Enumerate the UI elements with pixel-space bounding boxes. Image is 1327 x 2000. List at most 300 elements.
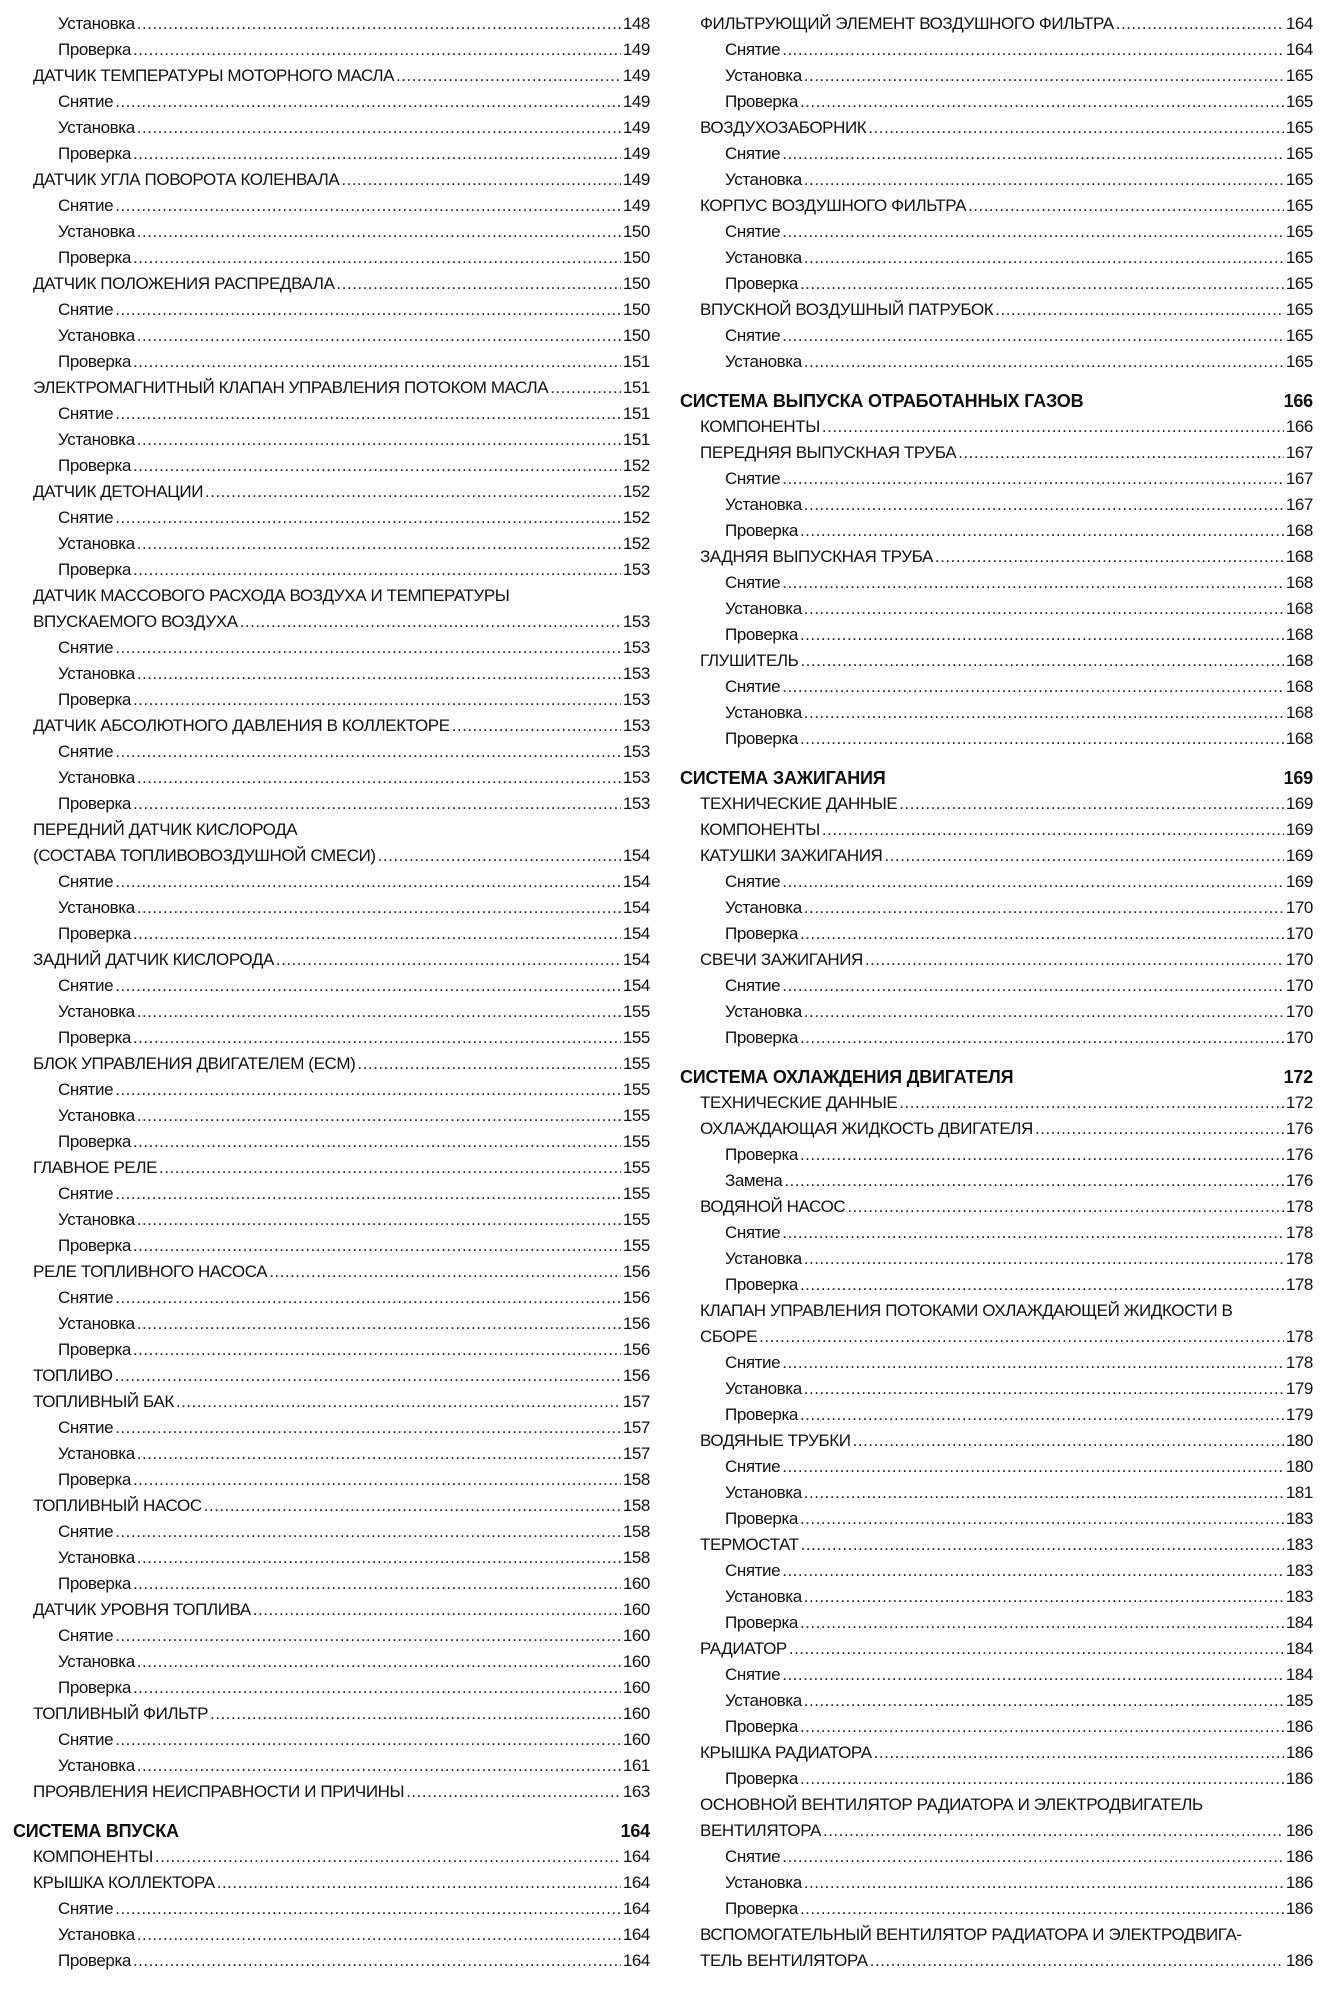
leader-dots: [133, 141, 621, 167]
toc-entry-heading-line: [680, 1298, 1313, 1324]
leader-dots: [133, 349, 621, 375]
page-number: 183: [1285, 1535, 1313, 1554]
entry-title: Проверка: [58, 248, 131, 267]
page-number: 167: [1285, 495, 1313, 514]
page-number: 168: [1285, 547, 1313, 566]
toc-entry-sub: [680, 89, 1313, 115]
page-number: 176: [1285, 1145, 1313, 1164]
entry-title: Проверка: [58, 1236, 131, 1255]
toc-entry-heading: [680, 1090, 1313, 1116]
toc-entry-heading: [680, 947, 1313, 973]
entry-title: ТЕХНИЧЕСКИЕ ДАННЫЕ: [700, 794, 898, 813]
entry-title: Снятие: [725, 326, 781, 345]
toc-entry-heading: [13, 1363, 650, 1389]
entry-title: Установка: [58, 14, 135, 33]
toc-entry-sub: [13, 1753, 650, 1779]
page-number: 184: [1285, 1665, 1313, 1684]
page-number: 176: [1285, 1119, 1313, 1138]
leader-dots: [115, 739, 621, 765]
entry-title: БЛОК УПРАВЛЕНИЯ ДВИГАТЕЛЕМ (ECM): [33, 1054, 356, 1073]
entry-title: КЛАПАН УПРАВЛЕНИЯ ПОТОКАМИ ОХЛАЖДАЮЩЕЙ ЖИДКОСТИ В: [700, 1301, 1233, 1320]
leader-dots: [133, 687, 621, 713]
entry-title: ДАТЧИК УГЛА ПОВОРОТА КОЛЕНВАЛА: [33, 170, 340, 189]
leader-dots: [782, 674, 1284, 700]
toc-entry-sub: [680, 869, 1313, 895]
leader-dots: [176, 1389, 621, 1415]
toc-entry-sub: [680, 1402, 1313, 1428]
page-number: 178: [1285, 1353, 1313, 1372]
entry-title: Снятие: [58, 1080, 114, 1099]
toc-entry-heading: [680, 1740, 1313, 1766]
leader-dots: [823, 1818, 1284, 1844]
leader-dots: [804, 245, 1284, 271]
page-number: 153: [622, 742, 650, 761]
page-number: 155: [622, 1132, 650, 1151]
page-number: 168: [1285, 625, 1313, 644]
leader-dots: [804, 1376, 1284, 1402]
leader-dots: [137, 115, 621, 141]
page-number: 185: [1285, 1691, 1313, 1710]
leader-dots: [968, 193, 1284, 219]
leader-dots: [133, 1467, 621, 1493]
entry-title: Проверка: [725, 1145, 798, 1164]
entry-title: Проверка: [58, 1028, 131, 1047]
page-number: 152: [622, 482, 650, 501]
leader-dots: [865, 947, 1284, 973]
toc-entry-heading: [680, 544, 1313, 570]
toc-entry-heading-line: [13, 583, 650, 609]
page-number: 172: [1285, 1093, 1313, 1112]
leader-dots: [155, 1844, 621, 1870]
page-number: 150: [622, 300, 650, 319]
leader-dots: [804, 895, 1284, 921]
page-number: 160: [622, 1600, 650, 1619]
page-number: 149: [622, 40, 650, 59]
entry-title: ДАТЧИК АБСОЛЮТНОГО ДАВЛЕНИЯ В КОЛЛЕКТОРЕ: [33, 716, 450, 735]
entry-title: Снятие: [725, 1223, 781, 1242]
toc-entry-sub: [13, 895, 650, 921]
leader-dots: [137, 11, 621, 37]
page-number: 183: [1285, 1509, 1313, 1528]
leader-dots: [782, 466, 1284, 492]
toc-column-right: [680, 11, 1313, 1974]
page-number: 150: [622, 248, 650, 267]
page-number: 161: [622, 1756, 650, 1775]
toc-entry-sub: [680, 1714, 1313, 1740]
entry-title: Проверка: [725, 1028, 798, 1047]
leader-dots: [137, 531, 621, 557]
toc-entry-sub: [13, 1896, 650, 1922]
page-number: 151: [622, 430, 650, 449]
toc-entry-sub: [13, 765, 650, 791]
entry-title: Снятие: [725, 1847, 781, 1866]
leader-dots: [804, 492, 1284, 518]
page-number: 165: [1285, 222, 1313, 241]
page-number: 180: [1285, 1457, 1313, 1476]
leader-dots: [1035, 1116, 1284, 1142]
leader-dots: [782, 1454, 1284, 1480]
page-number: 164: [622, 1847, 650, 1866]
toc-entry-heading: [680, 193, 1313, 219]
page-number: 152: [622, 534, 650, 553]
leader-dots: [801, 1532, 1284, 1558]
leader-dots: [782, 141, 1284, 167]
entry-title: (СОСТАВА ТОПЛИВОВОЗДУШНОЙ СМЕСИ): [33, 846, 376, 865]
toc-entry-heading: [13, 1701, 650, 1727]
leader-dots: [782, 1844, 1284, 1870]
leader-dots: [115, 1519, 621, 1545]
toc-entry-sub: [680, 1246, 1313, 1272]
page-number: 149: [622, 118, 650, 137]
page-number: 170: [1285, 1002, 1313, 1021]
leader-dots: [115, 193, 621, 219]
entry-title: Установка: [58, 118, 135, 137]
entry-title: Снятие: [725, 976, 781, 995]
toc-entry-sub: [680, 999, 1313, 1025]
entry-title: КОМПОНЕНТЫ: [33, 1847, 153, 1866]
entry-title: ТОПЛИВНЫЙ НАСОС: [33, 1496, 202, 1515]
leader-dots: [378, 843, 621, 869]
leader-dots: [137, 427, 621, 453]
entry-title: ВСПОМОГАТЕЛЬНЫЙ ВЕНТИЛЯТОР РАДИАТОРА И ЭЛЕКТРОДВИГА-: [700, 1925, 1242, 1944]
page-number: 153: [622, 768, 650, 787]
entry-title: ДАТЧИК ПОЛОЖЕНИЯ РАСПРЕДВАЛА: [33, 274, 335, 293]
page-number: 172: [1283, 1067, 1313, 1087]
entry-title: ДАТЧИК ДЕТОНАЦИИ: [33, 482, 204, 501]
entry-title: Снятие: [58, 872, 114, 891]
entry-title: Установка: [58, 326, 135, 345]
page-number: 148: [622, 14, 650, 33]
toc-entry-sub: [13, 791, 650, 817]
leader-dots: [800, 1766, 1284, 1792]
leader-dots: [115, 1896, 621, 1922]
page-number: 154: [622, 950, 650, 969]
toc-entry-heading: [13, 1389, 650, 1415]
entry-title: Проверка: [725, 924, 798, 943]
leader-dots: [137, 1545, 621, 1571]
entry-title: Снятие: [58, 742, 114, 761]
leader-dots: [782, 1350, 1284, 1376]
toc-entry-sub: [13, 1571, 650, 1597]
leader-dots: [137, 1311, 621, 1337]
leader-dots: [550, 375, 621, 401]
entry-title: Установка: [725, 1249, 802, 1268]
toc-entry-sub: [13, 1519, 650, 1545]
leader-dots: [253, 1597, 621, 1623]
toc-entry-sub: [13, 1207, 650, 1233]
entry-title: ДАТЧИК МАССОВОГО РАСХОДА ВОЗДУХА И ТЕМПЕРАТУРЫ: [33, 586, 510, 605]
leader-dots: [822, 414, 1284, 440]
page-number: 169: [1285, 846, 1313, 865]
entry-title: Проверка: [58, 1678, 131, 1697]
page-number: 179: [1285, 1379, 1313, 1398]
page-number: 165: [1285, 352, 1313, 371]
leader-dots: [115, 401, 621, 427]
page-number: 168: [1285, 677, 1313, 696]
page-number: 168: [1285, 521, 1313, 540]
entry-title: Снятие: [58, 1730, 114, 1749]
entry-title: Снятие: [725, 144, 781, 163]
toc-entry-sub: [13, 453, 650, 479]
entry-title: Установка: [58, 768, 135, 787]
page-number: 155: [622, 1210, 650, 1229]
page-number: 151: [622, 352, 650, 371]
toc-entry-heading-line: [13, 817, 650, 843]
toc-entry-sub: [13, 1545, 650, 1571]
toc-entry-sub: [680, 1584, 1313, 1610]
leader-dots: [137, 999, 621, 1025]
page-number: 156: [622, 1340, 650, 1359]
toc-entry-sub: [13, 869, 650, 895]
page-number: 157: [622, 1392, 650, 1411]
toc-entry-sub: [680, 622, 1313, 648]
page-number: 164: [622, 1899, 650, 1918]
leader-dots: [205, 479, 621, 505]
leader-dots: [115, 1077, 621, 1103]
entry-title: ТЕЛЬ ВЕНТИЛЯТОРА: [700, 1951, 868, 1970]
entry-title: Снятие: [58, 1626, 114, 1645]
page-number: 160: [622, 1626, 650, 1645]
toc-entry-heading: [13, 63, 650, 89]
leader-dots: [804, 1870, 1284, 1896]
entry-title: Установка: [725, 1691, 802, 1710]
toc-entry-sub: [13, 635, 650, 661]
page-number: 158: [622, 1496, 650, 1515]
entry-title: Установка: [725, 703, 802, 722]
toc-entry-sub: [680, 570, 1313, 596]
toc-entry-heading: [680, 1116, 1313, 1142]
entry-title: Установка: [725, 1587, 802, 1606]
leader-dots: [874, 1740, 1284, 1766]
page-number: 184: [1285, 1639, 1313, 1658]
entry-title: КОРПУС ВОЗДУШНОГО ФИЛЬТРА: [700, 196, 967, 215]
entry-title: ГЛАВНОЕ РЕЛЕ: [33, 1158, 158, 1177]
leader-dots: [804, 700, 1284, 726]
page-number: 180: [1285, 1431, 1313, 1450]
toc-entry-sub: [680, 466, 1313, 492]
toc-column-left: [13, 11, 650, 1974]
page-number: 186: [1285, 1821, 1313, 1840]
entry-title: Снятие: [58, 638, 114, 657]
leader-dots: [115, 635, 621, 661]
leader-dots: [995, 297, 1284, 323]
entry-title: Проверка: [58, 1951, 131, 1970]
section-heading: [680, 388, 1313, 414]
leader-dots: [115, 505, 621, 531]
page-number: 168: [1285, 573, 1313, 592]
toc-entry-heading: [13, 947, 650, 973]
toc-entry-heading: [680, 297, 1313, 323]
toc-entry-sub: [13, 973, 650, 999]
section-heading: [680, 1064, 1313, 1090]
page-number: 178: [1285, 1327, 1313, 1346]
leader-dots: [782, 323, 1284, 349]
leader-dots: [800, 648, 1283, 674]
page-number: 178: [1285, 1249, 1313, 1268]
leader-dots: [210, 1701, 621, 1727]
page-number: 181: [1285, 1483, 1313, 1502]
leader-dots: [804, 1688, 1284, 1714]
toc-entry-heading: [13, 375, 650, 401]
toc-entry-sub: [13, 1467, 650, 1493]
entry-title: РАДИАТОР: [700, 1639, 787, 1658]
leader-dots: [133, 791, 621, 817]
page-number: 184: [1285, 1613, 1313, 1632]
leader-dots: [800, 89, 1284, 115]
leader-dots: [800, 1025, 1284, 1051]
page-number: 170: [1285, 1028, 1313, 1047]
leader-dots: [137, 1649, 621, 1675]
leader-dots: [804, 1480, 1284, 1506]
entry-title: Проверка: [58, 1470, 131, 1489]
page-number: 167: [1285, 443, 1313, 462]
toc-entry-sub: [13, 1948, 650, 1974]
toc-entry-sub: [680, 1454, 1313, 1480]
toc-entry-sub: [13, 219, 650, 245]
leader-dots: [782, 973, 1284, 999]
page-number: 186: [1285, 1873, 1313, 1892]
leader-dots: [204, 1493, 621, 1519]
entry-title: Установка: [58, 1106, 135, 1125]
entry-title: ОСНОВНОЙ ВЕНТИЛЯТОР РАДИАТОРА И ЭЛЕКТРОДВИГАТЕЛЬ: [700, 1795, 1203, 1814]
page-number: 152: [622, 508, 650, 527]
entry-title: Снятие: [725, 872, 781, 891]
leader-dots: [782, 1558, 1284, 1584]
page-number: 150: [622, 274, 650, 293]
page-number: 186: [1285, 1717, 1313, 1736]
toc-entry-sub: [13, 323, 650, 349]
page-number: 170: [1285, 950, 1313, 969]
toc-entry-sub: [680, 700, 1313, 726]
entry-title: Установка: [725, 1483, 802, 1502]
page-number: 149: [622, 144, 650, 163]
leader-dots: [115, 1363, 621, 1389]
toc-entry-sub: [13, 1415, 650, 1441]
section-title: СИСТЕМА ЗАЖИГАНИЯ: [680, 768, 886, 788]
page-number: 154: [622, 872, 650, 891]
leader-dots: [269, 1259, 621, 1285]
page-number: 170: [1285, 924, 1313, 943]
toc-entry-sub: [13, 11, 650, 37]
leader-dots: [800, 1506, 1284, 1532]
toc-entry-sub: [680, 1662, 1313, 1688]
page-number: 149: [622, 92, 650, 111]
toc-entry-sub: [680, 1350, 1313, 1376]
page-number: 155: [622, 1106, 650, 1125]
entry-title: ТЕХНИЧЕСКИЕ ДАННЫЕ: [700, 1093, 898, 1112]
toc-entry-sub: [680, 492, 1313, 518]
leader-dots: [133, 1337, 621, 1363]
leader-dots: [782, 1662, 1284, 1688]
leader-dots: [800, 518, 1284, 544]
page-number: 168: [1285, 703, 1313, 722]
toc-entry-sub: [13, 661, 650, 687]
page-number: 178: [1285, 1197, 1313, 1216]
entry-title: Проверка: [725, 729, 798, 748]
toc-entry-sub: [680, 1870, 1313, 1896]
page-number: 164: [622, 1951, 650, 1970]
page-number: 169: [1285, 794, 1313, 813]
leader-dots: [115, 1415, 621, 1441]
toc-entry-heading: [680, 1948, 1313, 1974]
leader-dots: [137, 1207, 621, 1233]
page-number: 186: [1285, 1847, 1313, 1866]
leader-dots: [137, 895, 621, 921]
leader-dots: [133, 1675, 621, 1701]
page-number: 160: [622, 1574, 650, 1593]
toc-entry-sub: [680, 1766, 1313, 1792]
leader-dots: [240, 609, 621, 635]
toc-entry-sub: [13, 1181, 650, 1207]
leader-dots: [137, 1922, 621, 1948]
leader-dots: [115, 1181, 621, 1207]
page-number: 169: [1285, 872, 1313, 891]
entry-title: Снятие: [58, 300, 114, 319]
entry-title: Проверка: [58, 1574, 131, 1593]
entry-title: Установка: [58, 1210, 135, 1229]
entry-title: ЭЛЕКТРОМАГНИТНЫЙ КЛАПАН УПРАВЛЕНИЯ ПОТОКОМ МАСЛА: [33, 378, 549, 397]
toc-entry-sub: [13, 401, 650, 427]
entry-title: КРЫШКА КОЛЛЕКТОРА: [33, 1873, 215, 1892]
toc-entry-sub: [680, 323, 1313, 349]
leader-dots: [137, 323, 621, 349]
page-number: 186: [1285, 1743, 1313, 1762]
entry-title: КОМПОНЕНТЫ: [700, 820, 820, 839]
toc-entry-sub: [13, 1922, 650, 1948]
entry-title: Проверка: [725, 1613, 798, 1632]
entry-title: РЕЛЕ ТОПЛИВНОГО НАСОСА: [33, 1262, 268, 1281]
leader-dots: [357, 1051, 620, 1077]
entry-title: Проверка: [58, 456, 131, 475]
toc-entry-sub: [680, 1025, 1313, 1051]
page-number: 183: [1285, 1587, 1313, 1606]
toc-entry-heading: [13, 1779, 650, 1805]
page-number: 156: [622, 1314, 650, 1333]
page-number: 163: [622, 1782, 650, 1801]
page-number: 165: [1285, 274, 1313, 293]
toc-entry-sub: [13, 297, 650, 323]
entry-title: Проверка: [725, 1717, 798, 1736]
page-number: 153: [622, 638, 650, 657]
entry-title: ДАТЧИК УРОВНЯ ТОПЛИВА: [33, 1600, 251, 1619]
page-number: 151: [622, 378, 650, 397]
toc-entry-heading: [680, 1818, 1313, 1844]
entry-title: Проверка: [58, 352, 131, 371]
toc-entry-sub: [680, 245, 1313, 271]
leader-dots: [133, 1129, 621, 1155]
page-number: 155: [622, 1080, 650, 1099]
leader-dots: [782, 219, 1284, 245]
page-number: 165: [1285, 300, 1313, 319]
leader-dots: [782, 37, 1284, 63]
leader-dots: [137, 661, 621, 687]
leader-dots: [784, 1168, 1284, 1194]
leader-dots: [452, 713, 621, 739]
page-number: 186: [1285, 1899, 1313, 1918]
leader-dots: [1116, 11, 1284, 37]
toc-entry-heading: [680, 1428, 1313, 1454]
entry-title: Проверка: [725, 1509, 798, 1528]
page-number: 167: [1285, 469, 1313, 488]
page-number: 165: [1285, 144, 1313, 163]
leader-dots: [958, 440, 1284, 466]
page-number: 149: [622, 66, 650, 85]
page-number: 156: [622, 1366, 650, 1385]
leader-dots: [759, 1324, 1284, 1350]
entry-title: Установка: [725, 898, 802, 917]
leader-dots: [115, 1285, 621, 1311]
toc-entry-sub: [13, 1129, 650, 1155]
